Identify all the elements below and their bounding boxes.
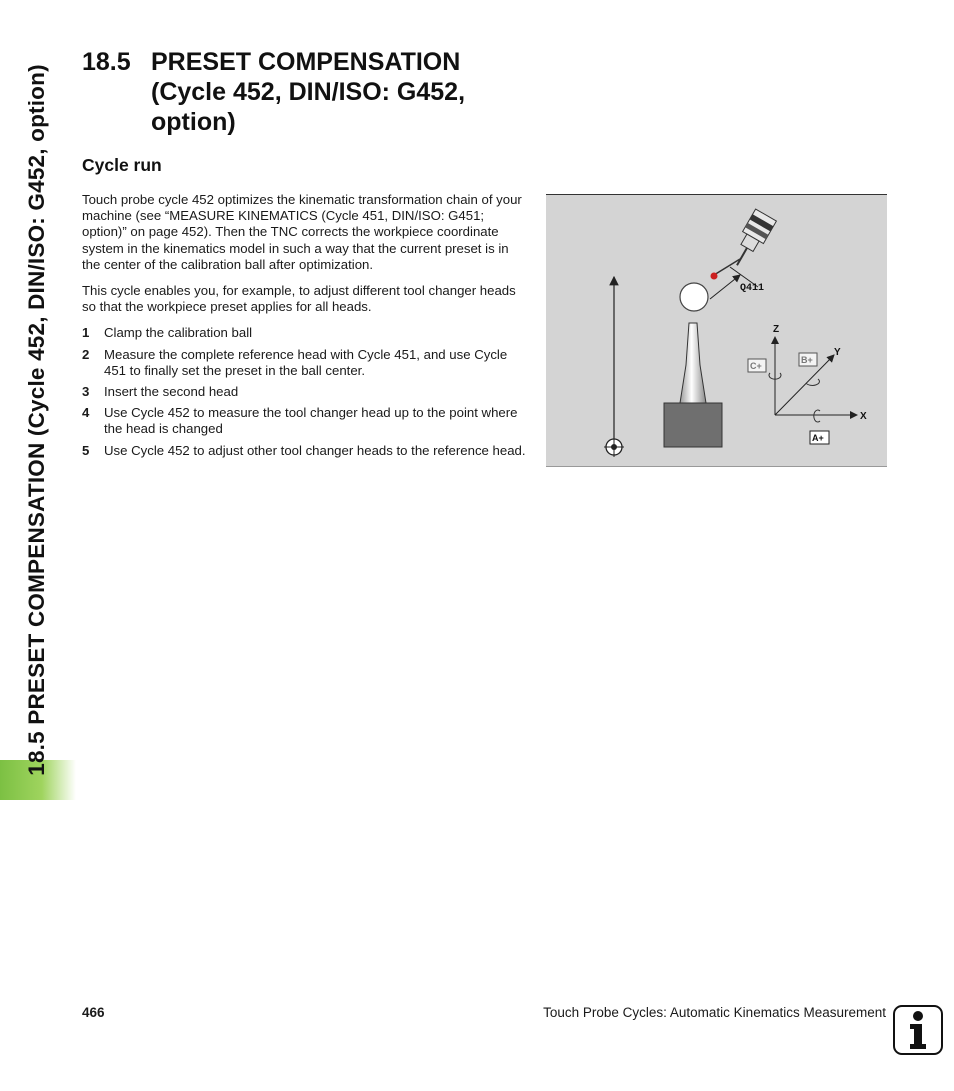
step-text: Use Cycle 452 to adjust other tool changer heads to the reference head. (104, 442, 526, 458)
running-title (12, 30, 62, 810)
step-list (82, 325, 527, 458)
a-plus-label: A+ (812, 433, 824, 443)
step-item (82, 384, 527, 400)
step-number: 3 (82, 384, 90, 400)
chapter-title: Touch Probe Cycles: Automatic Kinematics Measurement (543, 1005, 886, 1020)
z-axis-label: Z (773, 324, 780, 335)
b-rotation-icon (806, 379, 819, 385)
step-number: 1 (82, 325, 90, 341)
x-axis-label: X (860, 411, 867, 422)
step-item (82, 347, 527, 379)
step-text: Use Cycle 452 to measure the tool changer head up to the point where the head is changed (104, 405, 518, 437)
step-text: Measure the complete reference head with Cycle 451, and use Cycle 451 to finally set the preset in the ball center. (104, 346, 508, 378)
step-number: 4 (82, 405, 90, 421)
info-button[interactable] (893, 1005, 943, 1055)
kinematics-figure (546, 194, 887, 467)
paragraph-intro: Touch probe cycle 452 optimizes the kinematic transformation chain of your machine (see “MEASURE KINEMATICS (Cycle 451, DIN/ISO: G451; option)” on page 452). Then the TNC corrects the workpiece coordinate system in the kinematics model in such a way that the current preset is in the center of the calibration ball after optimization. (82, 192, 522, 272)
probe-tip (711, 273, 718, 280)
step-item (82, 405, 527, 437)
probe-stylus (714, 259, 740, 275)
datum-symbol (604, 437, 624, 457)
a-rotation-icon (814, 410, 820, 422)
ball-stand (680, 323, 706, 403)
calibration-ball (680, 283, 708, 311)
section-title-line-1: PRESET COMPENSATION (151, 48, 461, 76)
probe-label: Q411 (740, 283, 765, 294)
step-number: 5 (82, 442, 90, 458)
section-title (151, 47, 551, 137)
step-item (82, 443, 527, 459)
paragraph-usage: This cycle enables you, for example, to adjust different tool changer heads so that the workpiece preset applies for all heads. (82, 283, 516, 315)
section-title-line-3: option) (151, 108, 236, 136)
subsection-title: Cycle run (82, 155, 162, 175)
c-plus-label: C+ (750, 361, 762, 371)
c-plus-badge (748, 359, 766, 372)
page-number: 466 (82, 1005, 105, 1020)
a-plus-badge (810, 431, 829, 444)
clamp-block (664, 403, 722, 447)
step-text: Insert the second head (104, 384, 239, 400)
section-number: 18.5 (82, 48, 131, 76)
step-text: Clamp the calibration ball (104, 325, 253, 341)
section-title-line-2: (Cycle 452, DIN/ISO: G452, (151, 78, 466, 106)
b-plus-label: B+ (801, 355, 813, 365)
step-number: 2 (82, 346, 90, 362)
body-text (82, 192, 527, 464)
y-axis-label: Y (834, 347, 841, 358)
info-icon (905, 1010, 931, 1050)
running-title-text: 18.5 PRESET COMPENSATION (Cycle 452, DIN/ISO: G452, option) (24, 64, 50, 776)
kinematics-diagram (546, 195, 887, 466)
step-item (82, 325, 527, 341)
b-plus-badge (799, 353, 817, 366)
